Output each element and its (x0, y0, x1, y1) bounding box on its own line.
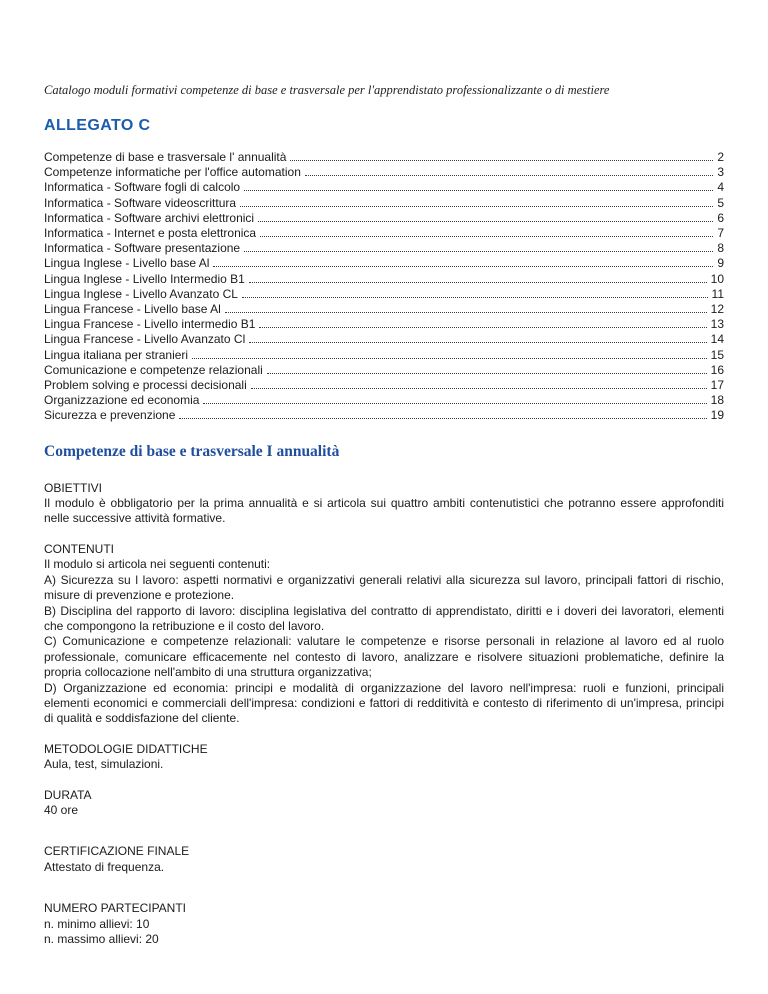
durata-block (44, 788, 724, 819)
toc-entry-page: 8 (717, 241, 724, 256)
toc-leader-dots (259, 317, 706, 328)
toc-entry-page: 2 (717, 150, 724, 164)
toc-entry (44, 317, 724, 332)
toc-entry-page: 13 (710, 317, 724, 332)
toc-entry-page: 11 (711, 286, 724, 301)
page-title: ALLEGATO C (44, 117, 151, 134)
toc-entry-label: Lingua Inglese - Livello Avanzato CL (44, 286, 238, 301)
partecipanti-block (44, 901, 724, 947)
obiettivi-heading: OBIETTIVI (44, 480, 103, 495)
toc-entry-page: 14 (710, 332, 724, 347)
contenuti-item-c: C) Comunicazione e competenze relazionali: valutare le competenze e risorse personali in relazione al lavoro ed al ruolo professionale, comunicare efficacemente nel contesto di lavoro, analizzare e risolvere situazioni problematiche, definire la propria collocazione nell'ambito di una struttura organizzativa; (44, 634, 724, 680)
toc-entry-page: 9 (717, 256, 724, 271)
contenuti-item-d: D) Organizzazione ed economia: principi e modalità di organizzazione del lavoro nell'impresa: ruoli e funzioni, principali elementi economici e commerciali dell'impresa: condizioni e fattori di redditività e contesto di riferimento di un'impresa, principi di qualità e soddisfazione del cliente. (44, 680, 724, 726)
toc-entry-label: Sicurezza e prevenzione (44, 408, 176, 423)
toc-entry (44, 272, 724, 287)
toc-leader-dots (179, 408, 706, 419)
toc-entry-page: 16 (710, 362, 724, 377)
toc-entry (44, 256, 724, 271)
toc-entry (44, 241, 724, 256)
toc-entry (44, 363, 724, 378)
toc-leader-dots (192, 348, 707, 359)
toc-entry-label: Lingua italiana per stranieri (44, 347, 189, 362)
contenuti-intro: Il modulo si articola nei seguenti contenuti: (44, 557, 271, 572)
toc-entry-label: Lingua Inglese - Livello Intermedio B1 (44, 271, 245, 286)
toc-entry-page: 17 (710, 378, 724, 393)
metodologie-text: Aula, test, simulazioni. (44, 757, 164, 772)
partecipanti-max-text: n. massimo allievi: 20 (44, 932, 159, 946)
toc-leader-dots (244, 241, 713, 252)
table-of-contents (44, 150, 724, 424)
contenuti-item-a: A) Sicurezza su l lavoro: aspetti normativi e organizzativi generali relativi alla sicurezza sul lavoro, principali fattori di rischio, misure di prevenzione e protezione. (44, 572, 724, 603)
toc-entry-page: 5 (717, 195, 724, 210)
section-heading: Competenze di base e trasversale I annualità (44, 442, 340, 460)
certificazione-text: Attestato di frequenza. (44, 859, 165, 874)
metodologie-block (44, 742, 724, 773)
toc-entry-label: Lingua Francese - Livello intermedio B1 (44, 317, 256, 332)
toc-leader-dots (290, 150, 713, 161)
obiettivi-text: Il modulo è obbligatorio per la prima annualità e si articola sui quattro ambiti contenutistici che potranno essere approfonditi nelle successive attività formative. (44, 496, 724, 526)
toc-entry (44, 180, 724, 195)
toc-leader-dots (267, 363, 707, 374)
toc-entry-label: Informatica - Software archivi elettronici (44, 210, 255, 225)
toc-leader-dots (242, 287, 708, 298)
toc-entry-page: 18 (710, 393, 724, 408)
toc-entry (44, 211, 724, 226)
toc-entry-label: Competenze informatiche per l'office automation (44, 165, 301, 180)
toc-leader-dots (305, 165, 713, 176)
certificazione-block (44, 844, 724, 875)
metodologie-heading: METODOLOGIE DIDATTICHE (44, 741, 208, 756)
toc-entry-label: Informatica - Software presentazione (44, 241, 241, 256)
toc-entry (44, 196, 724, 211)
toc-leader-dots (203, 393, 706, 404)
toc-leader-dots (213, 256, 713, 267)
contenuti-heading: CONTENUTI (44, 541, 114, 556)
toc-leader-dots (249, 332, 706, 343)
toc-entry-page: 4 (717, 180, 724, 195)
toc-entry-label: Comunicazione e competenze relazionali (44, 362, 263, 377)
toc-entry-page: 19 (710, 408, 724, 423)
durata-heading: DURATA (44, 787, 92, 802)
toc-leader-dots (240, 196, 713, 207)
toc-entry (44, 287, 724, 302)
contenuti-item-b: B) Disciplina del rapporto di lavoro: disciplina legislativa del contratto di apprendistato, diritti e i doveri dei lavoratori, elementi che compongono la retribuzione e il costo del lavoro. (44, 603, 724, 633)
toc-entry-page: 12 (710, 302, 724, 317)
toc-entry-label: Competenze di base e trasversale l' annualità (44, 150, 287, 164)
toc-entry (44, 150, 724, 165)
toc-entry-page: 3 (717, 165, 724, 180)
toc-leader-dots (225, 302, 707, 313)
toc-entry-label: Lingua Francese - Livello base Al (44, 302, 221, 317)
toc-leader-dots (260, 226, 713, 237)
toc-entry-page: 15 (710, 347, 724, 362)
certificazione-heading: CERTIFICAZIONE FINALE (44, 844, 190, 859)
toc-entry-page: 7 (717, 226, 724, 241)
partecipanti-min-text: n. minimo allievi: 10 (44, 916, 150, 931)
toc-entry (44, 348, 724, 363)
toc-leader-dots (249, 272, 707, 283)
document-catalog-header: Catalogo moduli formativi competenze di base e trasversale per l'apprendistato professionalizzante o di mestiere (44, 83, 610, 97)
toc-entry-label: Informatica - Software fogli di calcolo (44, 180, 241, 195)
toc-entry (44, 408, 724, 423)
toc-entry (44, 332, 724, 347)
toc-leader-dots (258, 211, 713, 222)
toc-entry (44, 302, 724, 317)
toc-entry-label: Informatica - Software videoscrittura (44, 195, 237, 210)
toc-entry-page: 6 (717, 210, 724, 225)
toc-entry (44, 165, 724, 180)
contenuti-block (44, 542, 724, 727)
toc-entry-label: Organizzazione ed economia (44, 393, 200, 408)
toc-entry (44, 226, 724, 241)
toc-entry-label: Problem solving e processi decisionali (44, 378, 247, 393)
durata-text: 40 ore (44, 802, 79, 817)
toc-leader-dots (244, 180, 713, 191)
toc-leader-dots (251, 378, 707, 389)
toc-entry (44, 393, 724, 408)
toc-entry-label: Lingua Inglese - Livello base Al (44, 256, 210, 271)
toc-entry-label: Informatica - Internet e posta elettronica (44, 226, 257, 241)
toc-entry-label: Lingua Francese - Livello Avanzato Cl (44, 332, 246, 347)
toc-entry (44, 378, 724, 393)
toc-entry-page: 10 (710, 271, 724, 286)
partecipanti-heading: NUMERO PARTECIPANTI (44, 901, 187, 916)
obiettivi-block (44, 481, 724, 527)
